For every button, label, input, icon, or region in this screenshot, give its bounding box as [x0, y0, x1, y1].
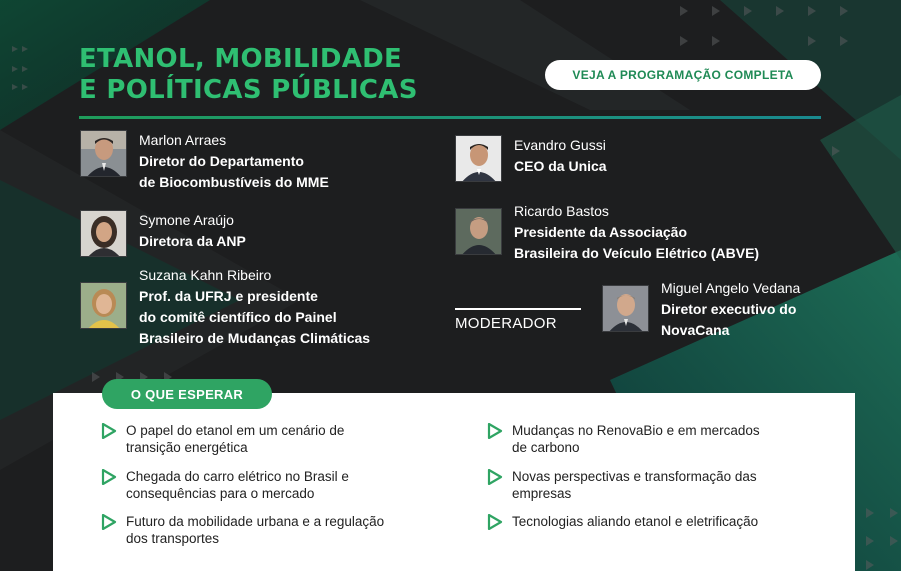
triangle-play-icon — [101, 469, 117, 485]
speaker-photo — [80, 282, 127, 329]
speaker-evandro-gussi — [455, 135, 607, 182]
speaker-photo — [602, 285, 649, 332]
speaker-name: Symone Araújo — [139, 212, 234, 228]
title-line-2: E POLÍTICAS PÚBLICAS — [79, 75, 418, 105]
list-item-line: Tecnologias aliando etanol e eletrificação — [512, 514, 759, 529]
speaker-name: Evandro Gussi — [514, 137, 606, 153]
list-item-line: Novas perspectivas e transformação das — [512, 469, 757, 484]
list-item-line: O papel do etanol em um cenário de — [126, 423, 345, 438]
header-divider — [79, 116, 821, 119]
list-item — [101, 469, 446, 502]
list-item-line: transição energética — [126, 439, 248, 455]
speaker-role-line: Brasileiro de Mudanças Climáticas — [139, 330, 371, 346]
speaker-photo — [455, 135, 502, 182]
speaker-name: Miguel Angelo Vedana — [661, 280, 801, 296]
moderator-label: MODERADOR — [455, 315, 557, 332]
triangle-play-icon — [101, 514, 117, 530]
speaker-role-line: do comitê científico do Painel — [139, 309, 337, 325]
moderator-divider — [455, 308, 581, 310]
speaker-role-line: Diretor do Departamento — [139, 153, 304, 169]
list-item-line: Futuro da mobilidade urbana e a regulação — [126, 514, 385, 529]
speaker-name: Ricardo Bastos — [514, 203, 609, 219]
speaker-role-line: Brasileira do Veículo Elétrico (ABVE) — [514, 245, 760, 261]
list-item — [487, 423, 832, 456]
list-item-line: Chegada do carro elétrico no Brasil e — [126, 469, 349, 484]
speaker-role-line: Presidente da Associação — [514, 224, 688, 240]
list-item-line: Mudanças no RenovaBio e em mercados — [512, 423, 760, 438]
speaker-name: Suzana Kahn Ribeiro — [139, 267, 272, 283]
list-item — [101, 514, 446, 547]
speaker-photo — [80, 210, 127, 257]
triangle-play-icon — [487, 514, 503, 530]
speaker-role-line: de Biocombustíveis do MME — [139, 174, 329, 190]
speaker-symone-araujo — [80, 210, 246, 257]
triangle-play-icon — [487, 423, 503, 439]
speaker-ricardo-bastos — [455, 201, 759, 264]
speaker-role-line: Diretora da ANP — [139, 233, 246, 249]
see-full-program-button[interactable]: VEJA A PROGRAMAÇÃO COMPLETA — [545, 60, 821, 90]
speaker-name: Marlon Arraes — [139, 132, 227, 148]
speaker-role-line: Diretor executivo do — [661, 301, 797, 317]
triangle-play-icon — [487, 469, 503, 485]
speaker-photo — [455, 208, 502, 255]
speaker-photo — [80, 130, 127, 177]
speaker-role-line: Prof. da UFRJ e presidente — [139, 288, 318, 304]
speaker-suzana-kahn-ribeiro — [80, 265, 370, 349]
moderator-miguel-angelo-vedana — [602, 278, 800, 341]
expectations-label: O QUE ESPERAR — [102, 379, 272, 409]
list-item — [101, 423, 446, 456]
speaker-marlon-arraes — [80, 130, 329, 193]
list-item-line: dos transportes — [126, 530, 220, 546]
list-item — [487, 469, 832, 502]
event-title — [79, 44, 418, 106]
list-item-line: consequências para o mercado — [126, 485, 315, 501]
title-line-1: ETANOL, MOBILIDADE — [79, 44, 403, 74]
speaker-role-line: CEO da Unica — [514, 158, 607, 174]
list-item-line: de carbono — [512, 439, 580, 455]
triangle-play-icon — [101, 423, 117, 439]
list-item — [487, 514, 832, 531]
speaker-role-line: NovaCana — [661, 322, 730, 338]
list-item-line: empresas — [512, 485, 572, 501]
